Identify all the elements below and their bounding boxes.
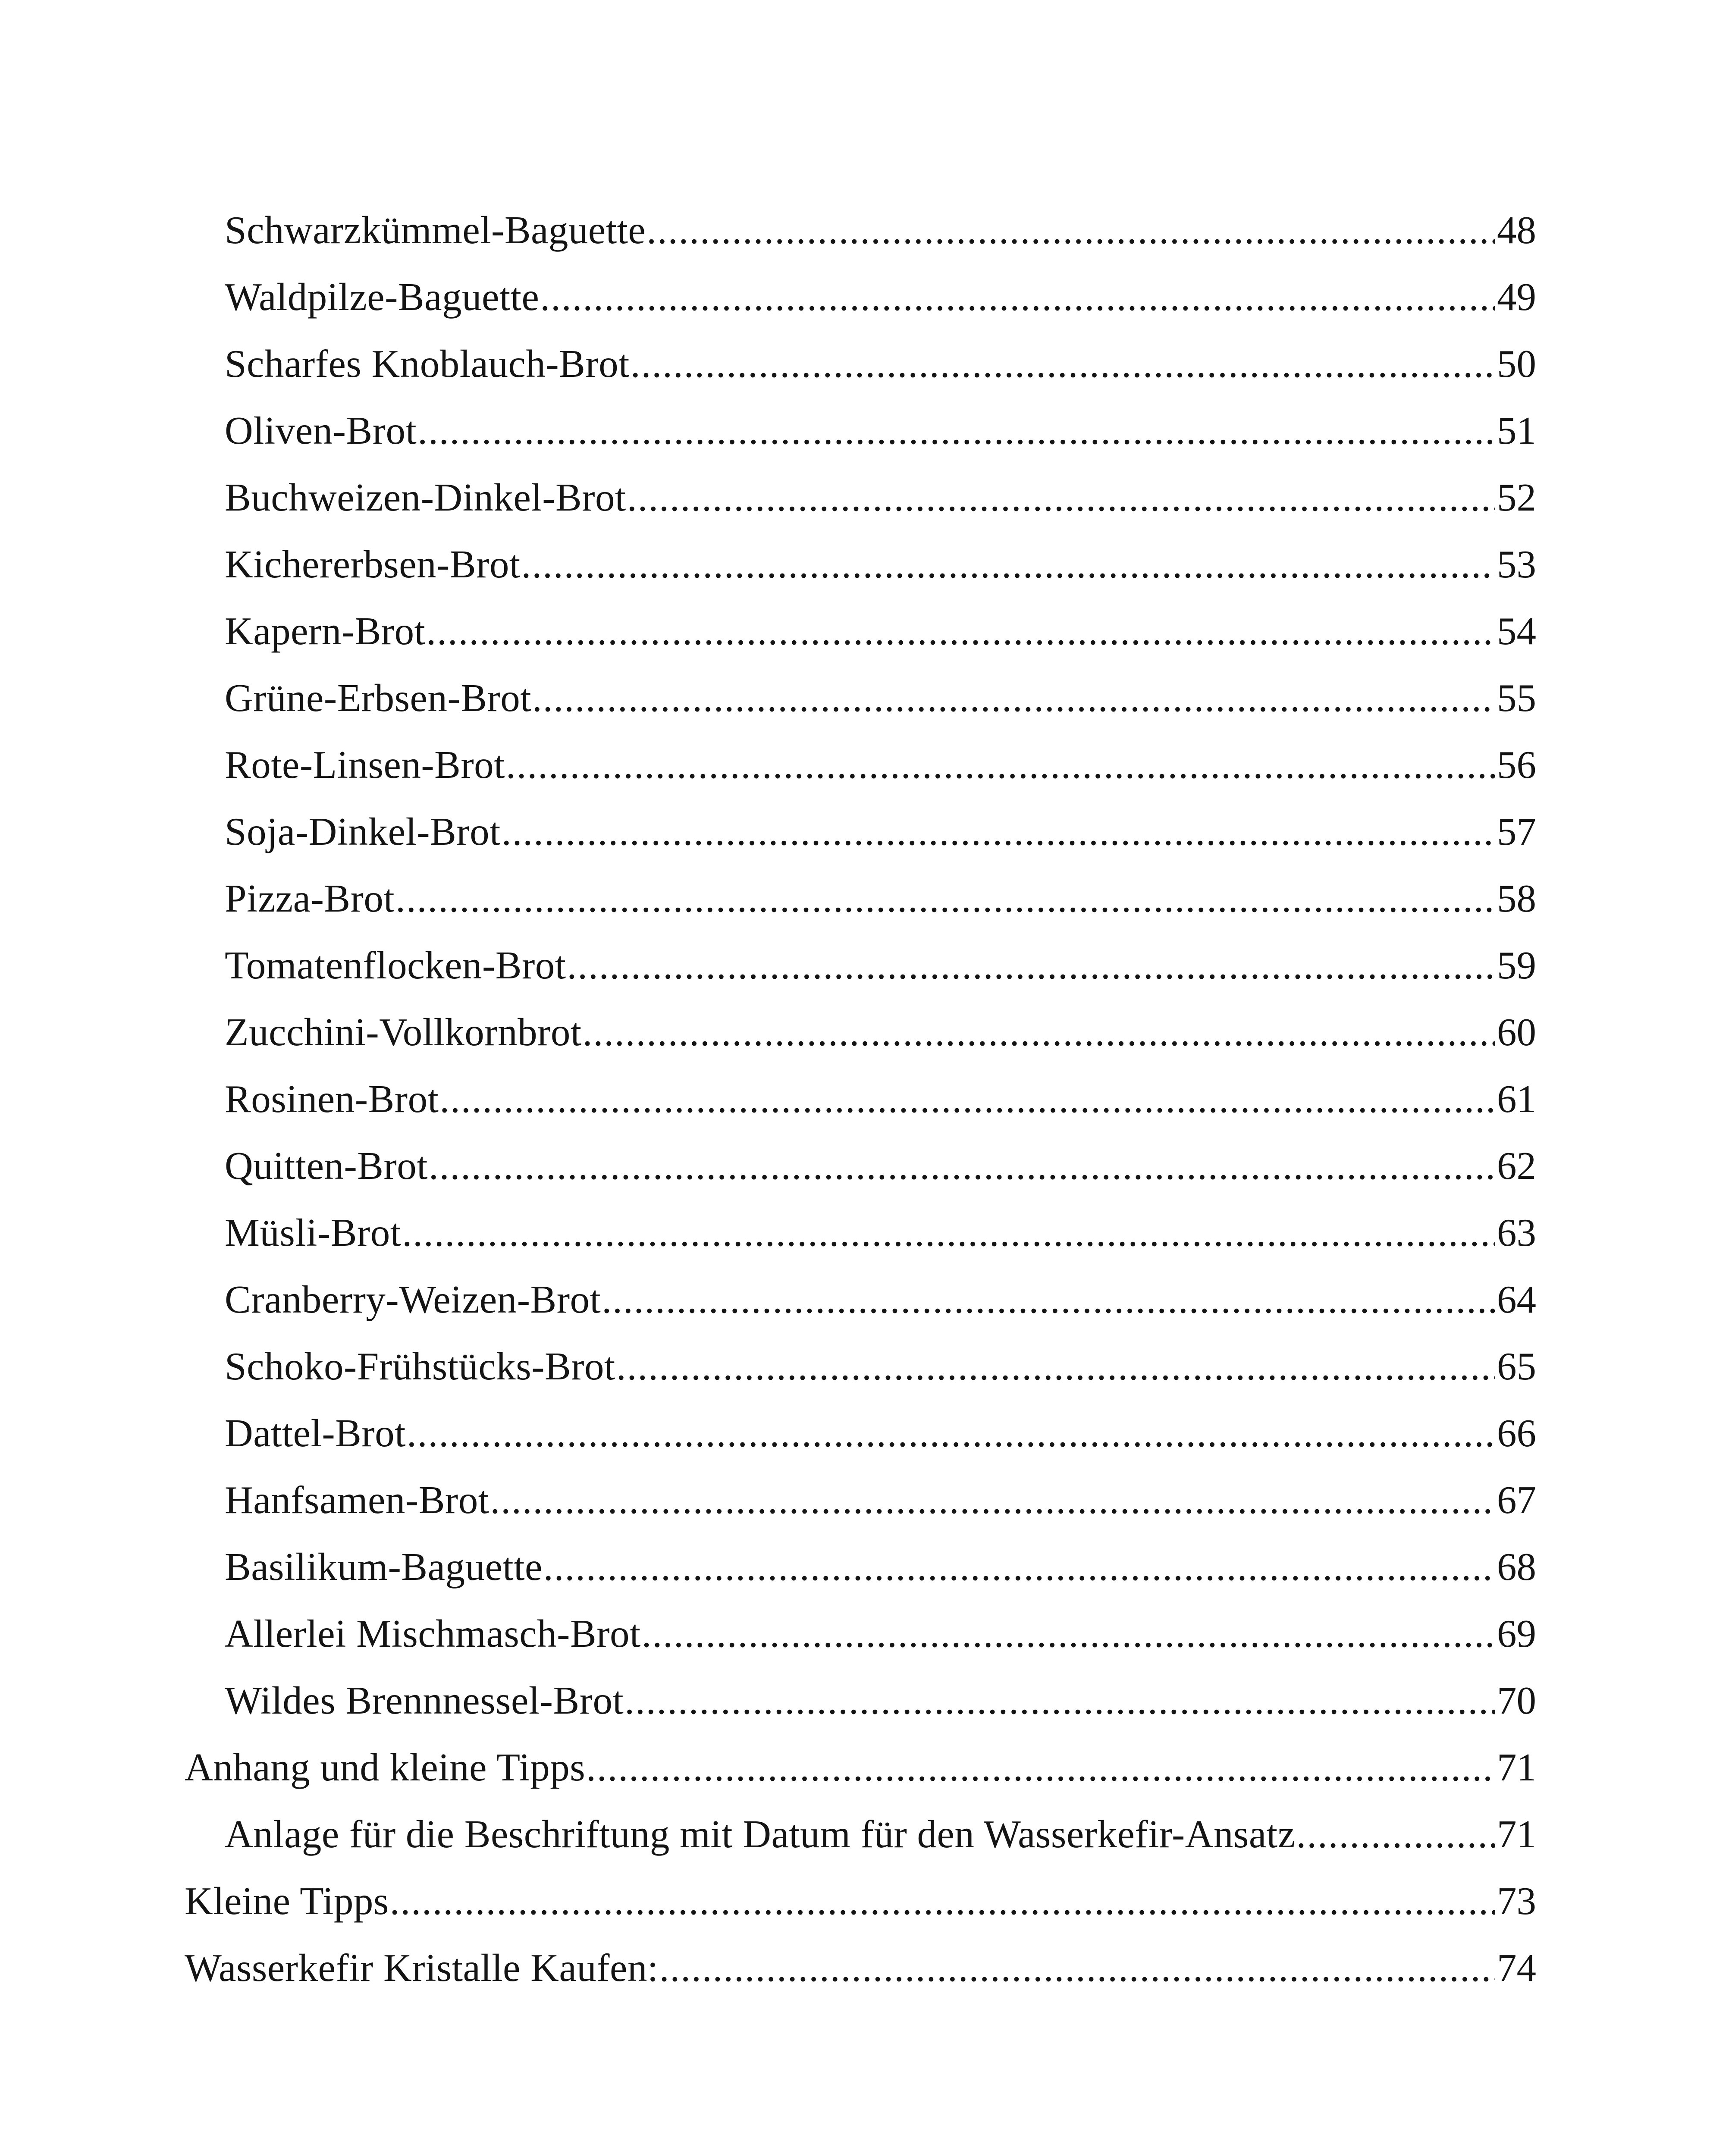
toc-dot-leader [417,401,1495,461]
toc-entry-title: Wildes Brennnessel-Brot [225,1679,624,1722]
toc-dot-leader [659,1938,1495,1998]
toc-entry-title: Rosinen-Brot [225,1077,439,1121]
toc-dot-leader [390,1871,1495,1931]
toc-entry[interactable] [225,1403,1536,1463]
toc-entry[interactable] [225,601,1536,661]
toc-dot-leader [502,802,1495,862]
toc-entry[interactable] [225,1136,1536,1196]
toc-page-number: 60 [1497,1010,1536,1054]
toc-dot-leader [642,1604,1495,1664]
toc-entry-title: Pizza-Brot [225,877,395,920]
toc-dot-leader [567,935,1495,996]
toc-entry-title: Zucchini-Vollkornbrot [225,1010,582,1054]
toc-page-number: 70 [1497,1679,1536,1722]
toc-entry[interactable] [225,1670,1536,1731]
toc-entry-title: Oliven-Brot [225,409,417,452]
toc-page-number: 59 [1497,943,1536,987]
toc-entry[interactable] [225,1537,1536,1597]
toc-page-number: 58 [1497,877,1536,920]
toc-entry-title: Quitten-Brot [225,1144,428,1188]
toc-entry-title: Allerlei Mischmasch-Brot [225,1612,641,1655]
toc-page-number: 67 [1497,1478,1536,1522]
toc-dot-leader [616,1336,1495,1397]
toc-dot-leader [583,1002,1495,1062]
toc-entry-title: Anlage für die Beschriftung mit Datum für den Wasserkefir-Ansatz [225,1812,1296,1856]
toc-entry-title: Basilikum-Baguette [225,1545,543,1589]
toc-dot-leader [540,267,1495,327]
toc-page-number: 57 [1497,810,1536,853]
toc-dot-leader [543,1537,1495,1597]
toc-entry-title: Waldpilze-Baguette [225,275,540,319]
toc-entry[interactable] [225,668,1536,728]
toc-entry[interactable] [225,802,1536,862]
toc-page-number: 61 [1497,1077,1536,1121]
toc-entry[interactable] [225,267,1536,327]
toc-dot-leader [646,200,1495,260]
toc-page-number: 55 [1497,676,1536,720]
toc-page-number: 50 [1497,342,1536,385]
toc-entry[interactable] [225,1203,1536,1263]
toc-page-number: 69 [1497,1612,1536,1655]
toc-dot-leader [532,668,1495,728]
toc-entry[interactable] [225,1336,1536,1397]
toc-page-number: 65 [1497,1344,1536,1388]
toc-entry-title: Müsli-Brot [225,1211,402,1254]
toc-entry-title: Grüne-Erbsen-Brot [225,676,531,720]
toc-page-number: 63 [1497,1211,1536,1254]
toc-entry[interactable] [225,1604,1536,1664]
toc-dot-leader [395,868,1495,929]
toc-entry[interactable] [185,1737,1536,1798]
toc-entry[interactable] [225,401,1536,461]
toc-page-number: 74 [1497,1946,1536,1990]
toc-entry[interactable] [225,534,1536,595]
toc-entry[interactable] [185,1871,1536,1931]
toc-entry-title: Rote-Linsen-Brot [225,743,505,787]
toc-dot-leader [439,1069,1495,1129]
toc-entry[interactable] [225,868,1536,929]
toc-entry-title: Kleine Tipps [185,1879,389,1923]
toc-dot-leader [429,1136,1495,1196]
toc-entry-title: Cranberry-Weizen-Brot [225,1278,601,1321]
toc-entry[interactable] [225,1069,1536,1129]
toc-dot-leader [1296,1804,1495,1865]
toc-entry-title: Buchweizen-Dinkel-Brot [225,476,626,519]
toc-page-number: 56 [1497,743,1536,787]
toc-dot-leader [602,1269,1495,1330]
toc-dot-leader [426,601,1495,661]
toc-page-number: 49 [1497,275,1536,319]
toc-dot-leader [624,1670,1495,1731]
toc-page-number: 73 [1497,1879,1536,1923]
toc-page-number: 62 [1497,1144,1536,1188]
toc-dot-leader [627,467,1495,528]
toc-entry[interactable] [225,467,1536,528]
toc-dot-leader [631,334,1495,394]
toc-entry-title: Schoko-Frühstücks-Brot [225,1344,615,1388]
toc-dot-leader [586,1737,1495,1798]
toc-entry[interactable] [225,935,1536,996]
toc-entry[interactable] [225,1269,1536,1330]
toc-dot-leader [506,735,1495,795]
toc-entry-title: Hanfsamen-Brot [225,1478,489,1522]
toc-entry[interactable] [185,1938,1536,1998]
toc-page-number: 68 [1497,1545,1536,1589]
toc-entry-title: Schwarzkümmel-Baguette [225,208,646,252]
toc-page-number: 54 [1497,609,1536,653]
toc-dot-leader [407,1403,1495,1463]
toc-entry-title: Anhang und kleine Tipps [185,1745,586,1789]
toc-page-number: 48 [1497,208,1536,252]
toc-page-number: 64 [1497,1278,1536,1321]
toc-page-number: 51 [1497,409,1536,452]
toc-entry[interactable] [225,200,1536,260]
toc-entry-title: Soja-Dinkel-Brot [225,810,501,853]
toc-entry[interactable] [225,1002,1536,1062]
toc-entry-title: Dattel-Brot [225,1411,406,1455]
toc-entry-title: Kapern-Brot [225,609,426,653]
toc-page-number: 52 [1497,476,1536,519]
toc-dot-leader [521,534,1495,595]
toc-entry[interactable] [225,735,1536,795]
toc-page-number: 66 [1497,1411,1536,1455]
toc-entry-title: Wasserkefir Kristalle Kaufen: [185,1946,659,1990]
toc-entry-title: Scharfes Knoblauch-Brot [225,342,630,385]
toc-entry[interactable] [225,334,1536,394]
toc-entry[interactable] [225,1804,1536,1865]
toc-page-number: 71 [1497,1745,1536,1789]
toc-entry-title: Tomatenflocken-Brot [225,943,566,987]
toc-dot-leader [402,1203,1495,1263]
toc-page-number: 53 [1497,542,1536,586]
toc-entry-title: Kichererbsen-Brot [225,542,521,586]
toc-dot-leader [490,1470,1495,1530]
toc-entry[interactable] [225,1470,1536,1530]
toc-page-number: 71 [1497,1812,1536,1856]
